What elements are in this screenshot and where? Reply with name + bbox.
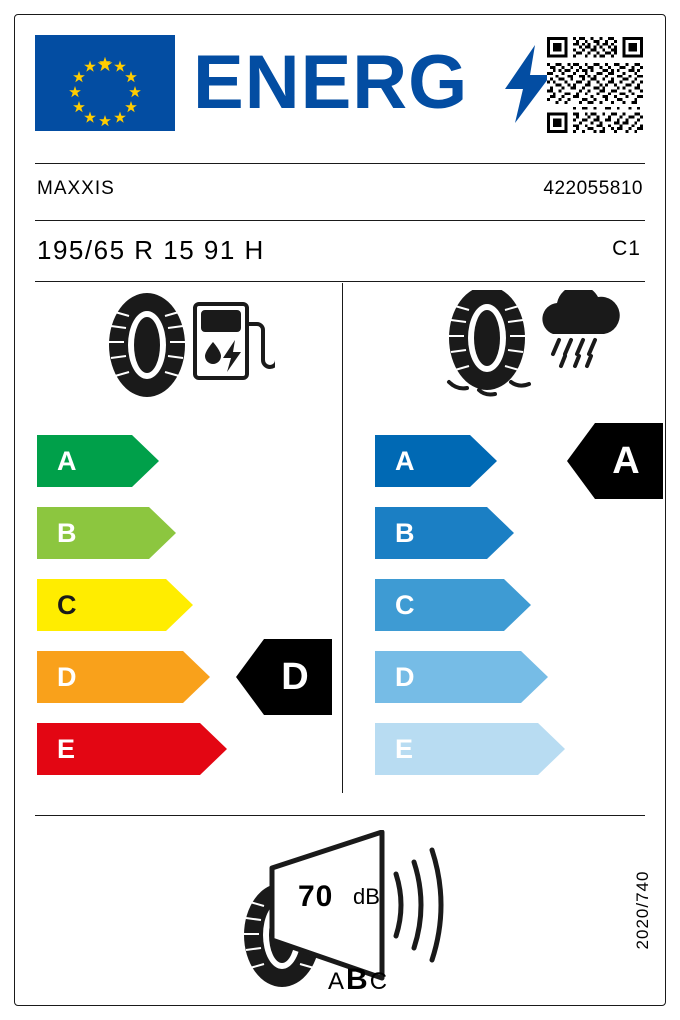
divider-size [35,281,645,282]
date-code-text: 2020/740 [633,870,652,950]
wet-grade-d [375,651,548,703]
fuel-result-badge [236,639,332,715]
noise-class-a: A [328,968,347,995]
wet-grade-e [375,723,565,775]
divider-noise [35,815,645,816]
noise-unit: dB [353,884,380,909]
wet-grade-c-letter: C [395,589,416,620]
fuel-result-letter: D [281,655,309,698]
brand-name: MAXXIS [37,178,115,199]
fuel-grade-a-letter: A [57,445,78,476]
tyre-icon [449,290,529,395]
lightning-bolt-icon [505,45,551,123]
noise-class-b-selected: B [346,963,370,996]
wet-grade-a-letter: A [395,445,416,476]
wet-grade-a [375,435,497,487]
noise-value: 70 [298,880,334,913]
date-code [631,845,655,975]
tyre-size: 195/65 R 15 91 H [37,235,265,265]
wet-grade-e-letter: E [395,733,415,764]
rain-cloud-icon [542,290,619,366]
fuel-grade-e [37,723,227,775]
eu-flag-icon [35,35,175,131]
divider-top [35,163,645,164]
fuel-grade-b-letter: B [57,517,78,548]
tyre-icon [109,293,185,397]
fuel-grade-c-letter: C [57,589,78,620]
label-header [15,15,665,143]
wet-result-letter: A [612,439,640,482]
noise-class-scale [328,963,389,997]
wet-grip-pictogram [435,290,625,400]
tyre-class: C1 [612,237,641,260]
fuel-grade-e-letter: E [57,733,77,764]
qr-code-icon [547,37,643,133]
wet-grade-b [375,507,514,559]
page-title: ENERG [193,40,469,125]
fuel-grade-d-letter: D [57,661,78,692]
wet-result-badge [567,423,663,499]
fuel-grade-b [37,507,176,559]
fuel-grade-c [37,579,193,631]
section-divider-vertical [342,283,343,793]
divider-brand [35,220,645,221]
article-number: 422055810 [543,178,643,199]
noise-class-c: C [369,968,390,995]
wet-grade-b-letter: B [395,517,416,548]
tyre-energy-label [14,14,666,1006]
fuel-efficiency-pictogram [95,290,275,400]
wet-grade-c [375,579,531,631]
wet-grade-d-letter: D [395,661,416,692]
fuel-grade-d [37,651,210,703]
fuel-pump-icon [195,304,275,378]
fuel-grade-a [37,435,159,487]
